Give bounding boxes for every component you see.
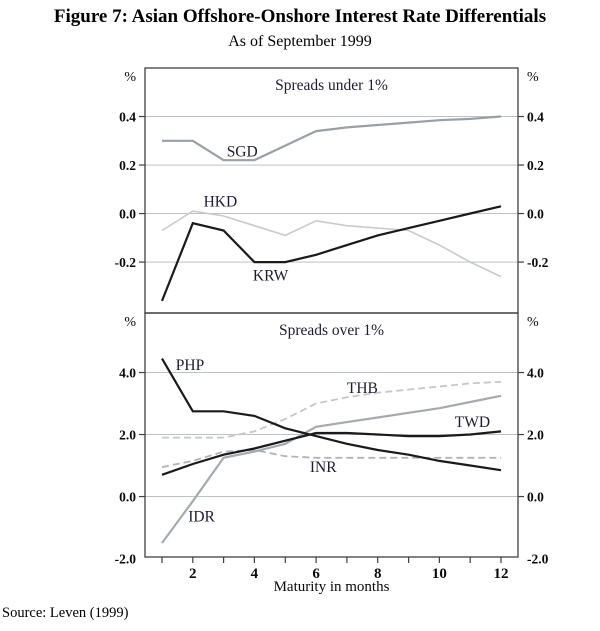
series-line-thb: [162, 382, 501, 438]
x-tick-label: 10: [431, 566, 447, 582]
panel-lower: [115, 313, 549, 595]
panel-title: Spreads under 1%: [275, 77, 388, 94]
series-label-sgd: SGD: [226, 143, 258, 161]
series-label-idr: IDR: [188, 508, 215, 526]
y-tick-label-left: 0.4: [119, 109, 136, 125]
y-tick-label-left: 2.0: [119, 427, 136, 443]
x-tick-label: 4: [250, 566, 259, 582]
x-tick-label: 6: [312, 566, 320, 582]
y-tick-label-right: 2.0: [527, 427, 544, 443]
x-tick-label: 12: [493, 566, 509, 582]
series-label-inr: INR: [309, 459, 337, 477]
panel-upper: [115, 68, 549, 313]
figure-subtitle: As of September 1999: [228, 33, 372, 50]
panels-group: [115, 68, 549, 595]
y-axis-unit-right: %: [527, 70, 539, 85]
y-tick-label-right: 4.0: [527, 365, 544, 381]
y-tick-label-right: 0.4: [527, 109, 544, 125]
y-tick-label-right: 0.0: [527, 489, 544, 505]
series-line-krw: [162, 206, 501, 301]
y-tick-label-right: -2.0: [527, 551, 549, 567]
x-tick-label: 8: [373, 566, 382, 582]
x-axis-label: Maturity in months: [273, 579, 390, 595]
series-label-thb: THB: [346, 380, 378, 397]
y-axis-unit-right: %: [527, 315, 539, 330]
y-tick-label-right: 0.0: [527, 206, 544, 222]
series-label-php: PHP: [175, 356, 205, 374]
series-label-twd: TWD: [454, 414, 491, 432]
y-axis-unit-left: %: [124, 70, 136, 85]
y-tick-label-left: 0.0: [119, 206, 136, 222]
x-tick-label: 2: [189, 566, 197, 582]
y-tick-label-left: 4.0: [119, 365, 136, 381]
series-line-sgd: [162, 117, 501, 161]
panel-title: Spreads over 1%: [278, 322, 385, 339]
source-note: Source: Leven (1999): [2, 605, 129, 621]
series-line-hkd: [162, 211, 501, 277]
y-tick-label-left: 0.0: [119, 489, 136, 505]
y-tick-label-right: -0.2: [527, 255, 549, 271]
y-tick-label-left: -0.2: [114, 255, 136, 271]
y-tick-label-left: 0.2: [119, 158, 136, 174]
figure-title: Figure 7: Asian Offshore-Onshore Interest Rate Differentials: [53, 6, 547, 27]
y-axis-unit-left: %: [124, 315, 136, 330]
y-tick-label-right: 0.2: [527, 158, 544, 174]
series-line-php: [162, 356, 501, 471]
y-tick-label-left: -2.0: [114, 551, 136, 567]
series-label-hkd: HKD: [203, 193, 238, 211]
panel-frame: [145, 68, 518, 313]
series-label-krw: KRW: [252, 267, 289, 285]
